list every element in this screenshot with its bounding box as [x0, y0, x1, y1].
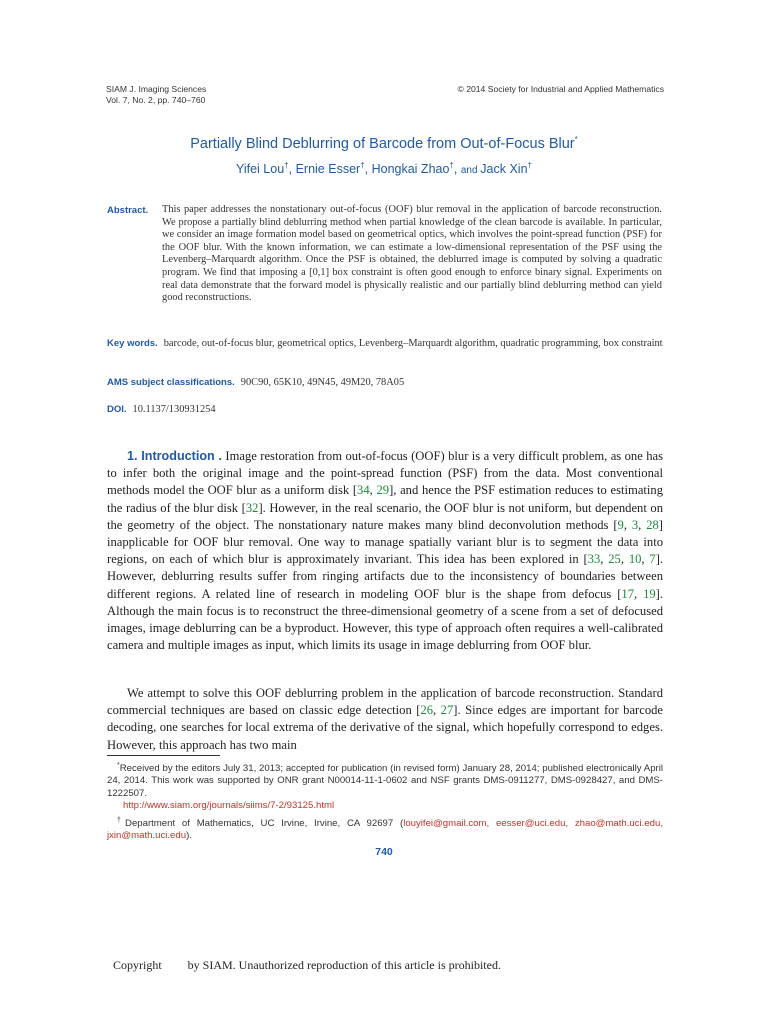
author-name: Yifei Lou	[235, 162, 285, 177]
paragraph-text: ]. Although the main focus is to reconstruct the three-dimensional geometry of a scene from a set of defocused images, image deblurring can be a byproduct. However, this type of approach often requires a well-calibrated camera and multiple images as input, which limits its usage in image deblurring from OOF blur.	[107, 586, 663, 653]
author-separator: ,	[364, 162, 372, 177]
footnote-url-link[interactable]: http://www.siam.org/journals/siims/7-2/93125.html	[123, 800, 335, 811]
volume-info: Vol. 7, No. 2, pp. 740–760	[106, 94, 206, 105]
footnote-2-text: Department of Mathematics, UC Irvine, Irvine, CA 92697 (	[125, 818, 404, 830]
abstract-text: This paper addresses the nonstationary out-of-focus (OOF) blur removal in the application of barcode reconstruction. We propose a partially blind deblurring method when partial knowledge of the clean barcode is available. In particular, we consider an image formation model based on geometrical optics, which involves the point-spread function (PSF) for the OOF blur. With the known information, we can estimate a low-dimensional representation of the PSF using the Levenberg–Marquardt algorithm. Once the PSF is obtained, the deblurred image is computed by solving a quadratic program. We find that imposing a [0,1] box constraint is often good enough to enforce binary signal. Experiments on real data demonstrate that the forward model is physically realistic and our partially blind deblurring method can yield good reconstructions.	[162, 204, 662, 304]
author-name: Jack Xin	[480, 162, 528, 177]
copyright-word: Copyright	[113, 958, 162, 972]
journal-name: SIAM J. Imaging Sciences	[106, 84, 207, 94]
paragraph-text: ,	[638, 517, 647, 532]
paragraph-text: ]. However, in the real scenario, the OOF blur is not uniform, but dependent on the geometry of the object. The nonstationary nature makes many blind deconvolution methods [	[107, 500, 664, 532]
author-emails-link[interactable]: louyifei@gmail.com, eesser@uci.edu, zhao@math.uci.edu, jxin@math.uci.edu	[107, 818, 663, 842]
citation-link[interactable]: 32	[245, 500, 259, 515]
ams-label: AMS subject classifications.	[107, 377, 235, 388]
author-separator: ,	[288, 162, 296, 177]
intro-paragraph-1	[107, 448, 663, 654]
paragraph-text: ,	[600, 552, 609, 567]
keywords-text: barcode, out-of-focus blur, geometrical optics, Levenberg–Marquardt algorithm, quadratic programming, box constraint	[163, 338, 663, 349]
intro-paragraph-2-text	[107, 686, 663, 752]
keywords-label: Key words.	[107, 338, 158, 349]
running-header-left	[106, 84, 206, 105]
author-affiliation-mark: †	[449, 161, 454, 170]
citation-link[interactable]: 34	[357, 483, 370, 498]
citation-link[interactable]: 17	[621, 586, 634, 601]
paragraph-text: ,	[623, 517, 632, 532]
authors-and: and	[460, 165, 481, 177]
citation-link[interactable]: 7	[649, 552, 656, 567]
page-number: 740	[375, 846, 393, 858]
copyright-text: by SIAM. Unauthorized reproduction of this article is prohibited.	[187, 958, 501, 972]
ams-text: 90C90, 65K10, 49N45, 49M20, 78A05	[240, 377, 405, 388]
intro-paragraph-2	[107, 685, 663, 754]
footnote-rule	[107, 755, 220, 756]
citation-link[interactable]: 28	[646, 517, 659, 532]
paragraph-text: ]. However, deblurring results suffer from ringing artifacts due to the inconsistency of boundaries between different regions. A related line of research in modeling OOF blur is the shape from defocus [	[107, 552, 664, 601]
paper-title	[0, 135, 768, 152]
doi-label: DOI.	[107, 404, 127, 415]
citation-link[interactable]: 9	[617, 517, 624, 532]
footnote-1-text: Received by the editors July 31, 2013; accepted for publication (in revised form) January 28, 2014; published electronically April 24, 2014. This work was supported by ONR grant N00014-11-1-0602 and NSF grants DMS-0911277, DMS-0928427, and DMS-1222507.	[107, 763, 663, 799]
paragraph-text: ,	[634, 586, 644, 601]
citation-link[interactable]: 33	[587, 552, 601, 567]
title-text: Partially Blind Deblurring of Barcode from Out-of-Focus Blur	[190, 135, 575, 152]
author-separator: ,	[453, 162, 461, 177]
author-affiliation-mark: †	[360, 161, 365, 170]
keywords	[107, 338, 663, 351]
paragraph-text: ,	[369, 483, 377, 498]
citation-link[interactable]: 3	[631, 517, 639, 532]
running-header-right: © 2014 Society for Industrial and Applied Mathematics	[457, 84, 664, 94]
copyright-footer	[113, 958, 501, 973]
paragraph-text: ], and hence the PSF estimation reduces to estimating the radius of the blur disk [	[107, 483, 664, 515]
section-heading: 1. Introduction .	[127, 449, 222, 463]
paragraph-text: ]. Since edges are important for barcode decoding, one searches for local extrema of the derivative of the signal, which hopefully correspond to edges. However, this approach has two main	[107, 703, 663, 752]
author-name: Ernie Esser	[295, 162, 361, 177]
author-affiliation-mark: †	[284, 161, 289, 170]
paragraph-text: Image restoration from out-of-focus (OOF) blur is a very difficult problem, as one has to infer both the original image and the point-spread function (PSF) from the data. Most conventional methods model the OOF blur as a uniform disk [	[107, 449, 663, 498]
ams-classifications	[107, 377, 404, 388]
footnote-2-mark: †	[117, 817, 126, 824]
abstract-label: Abstract.	[107, 205, 149, 216]
title-footnote-mark: *	[574, 135, 578, 144]
citation-link[interactable]: 19	[643, 586, 656, 601]
paragraph-text: ] inapplicable for OOF blur removal. One way to manage spatially variant blur is to segment the data into regions, on each of which blur is approximately invariant. This idea has been explored in [	[107, 517, 663, 567]
doi-text: 10.1137/130931254	[132, 404, 216, 415]
author-affiliation-mark: †	[527, 161, 532, 170]
footnote-1-mark: *	[117, 762, 120, 769]
paragraph-text: We attempt to solve this OOF deblurring problem in the application of barcode reconstruction. Standard commercial techniques are based on classic edge detection [	[107, 686, 663, 718]
paragraph-text: ,	[433, 703, 441, 718]
citation-link[interactable]: 25	[608, 552, 621, 567]
doi	[107, 404, 216, 415]
author-name: Hongkai Zhao	[371, 162, 450, 177]
intro-paragraph-1-text	[107, 449, 663, 652]
citation-link[interactable]: 27	[440, 703, 454, 718]
citation-link[interactable]: 29	[376, 483, 390, 498]
paragraph-text: ,	[620, 552, 629, 567]
footnote-1	[107, 760, 663, 800]
footnote-2-close: ).	[186, 830, 192, 842]
citation-link[interactable]: 10	[628, 552, 642, 567]
footnote-2	[107, 815, 663, 843]
author-list	[0, 161, 768, 176]
paragraph-text: ,	[641, 552, 650, 567]
citation-link[interactable]: 26	[420, 703, 434, 718]
